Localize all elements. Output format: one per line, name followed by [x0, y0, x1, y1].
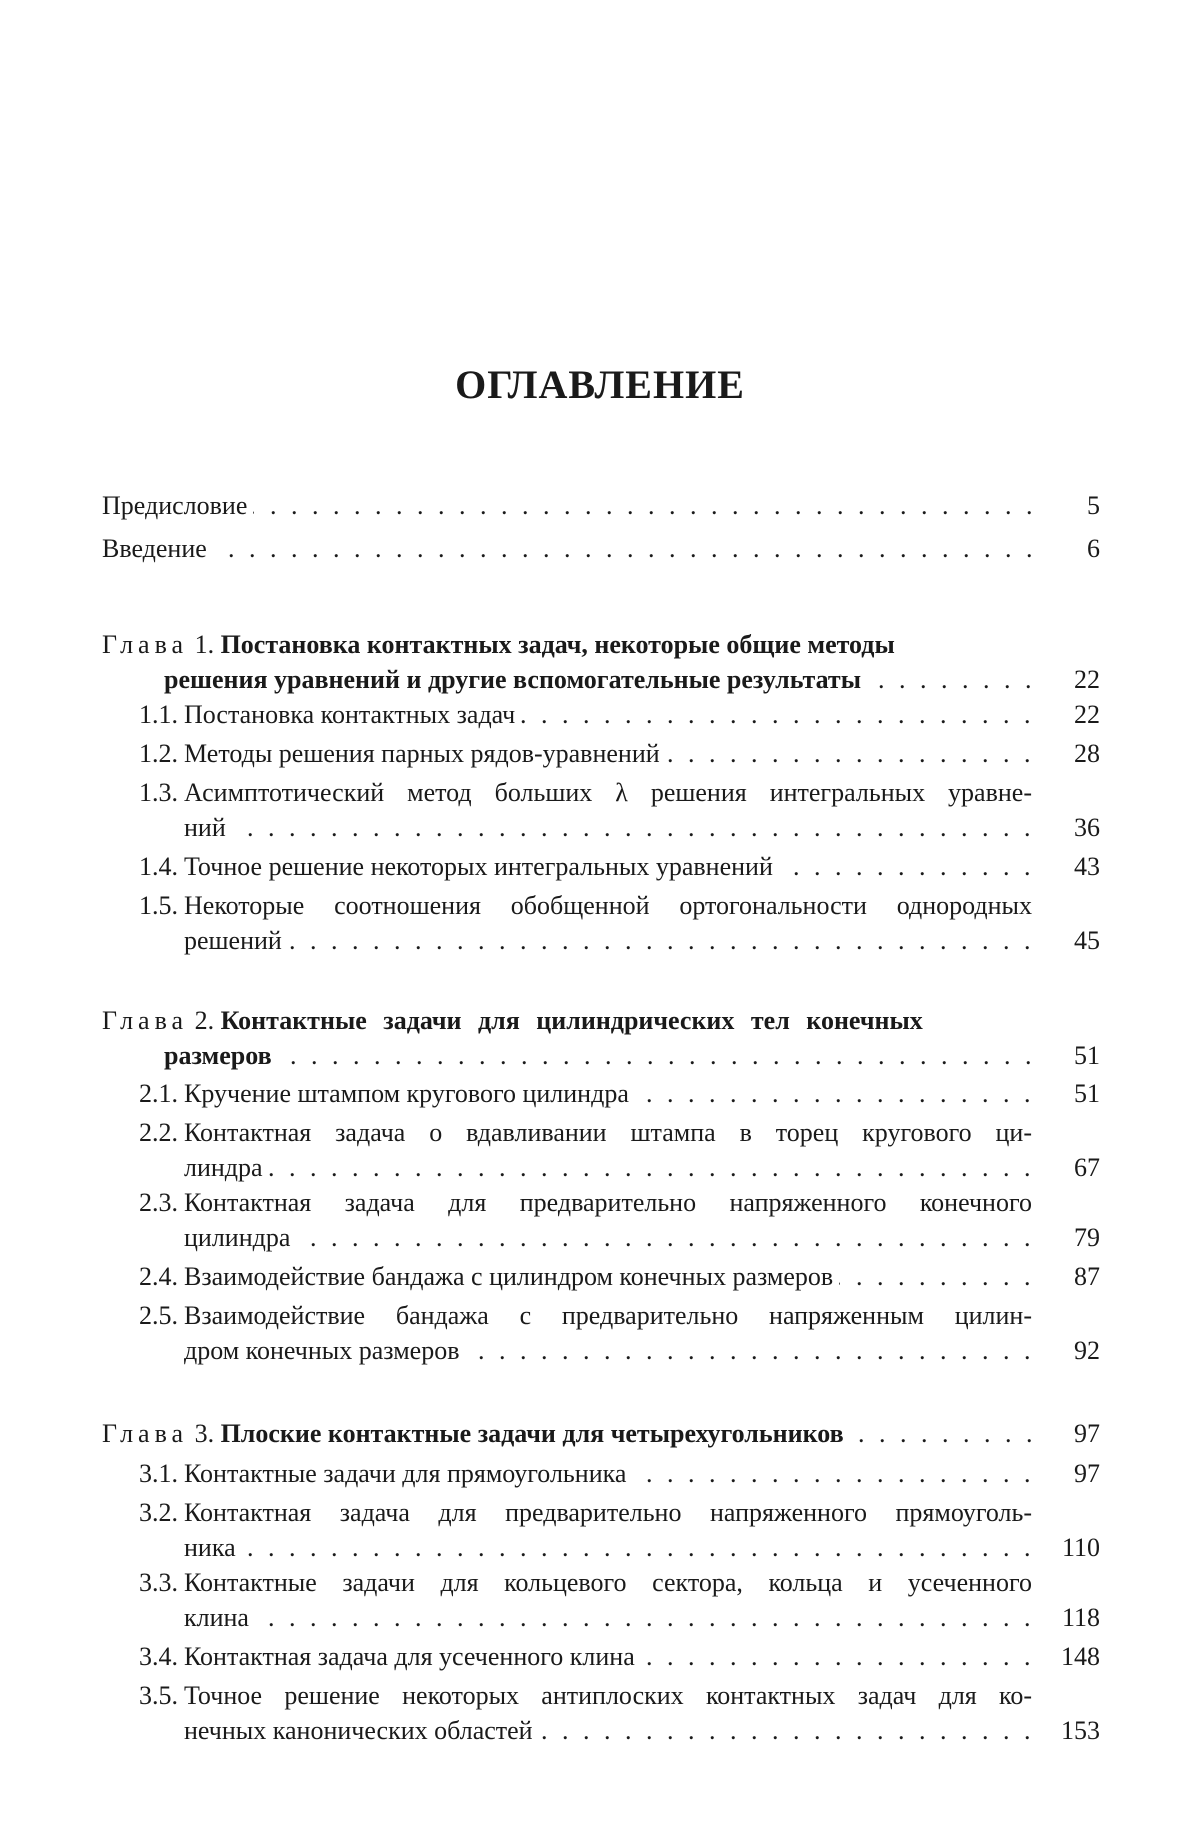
- chapter-prefix: Глава: [102, 1419, 189, 1448]
- section-title: Кручение штампом кругового цилиндра: [184, 1079, 635, 1108]
- toc-section-3-5[interactable]: [102, 1678, 1100, 1748]
- section-page: 92: [1074, 1336, 1100, 1365]
- section-page: 110: [1061, 1533, 1100, 1562]
- section-title: Методы решения парных рядов-уравнений: [184, 739, 666, 768]
- section-title-line1: Взаимодействие бандажа с предварительно напряженным цилин-: [184, 1301, 1032, 1330]
- section-title-line1: Контактная задача для предварительно напряженного прямоуголь-: [184, 1498, 1032, 1527]
- section-number: 3.2.: [139, 1498, 178, 1527]
- toc-entry-preface[interactable]: [102, 488, 1100, 523]
- chapter-page: 22: [1074, 665, 1100, 694]
- section-page: 36: [1074, 813, 1100, 842]
- section-number: 2.3.: [139, 1188, 178, 1217]
- toc-section-1-3[interactable]: [102, 775, 1100, 845]
- section-number: 1.4.: [139, 852, 178, 881]
- section-title-line2: цилиндра: [184, 1223, 296, 1252]
- chapter-page: 97: [1074, 1419, 1100, 1448]
- section-number: 3.5.: [139, 1681, 178, 1710]
- chapter-number: 1.: [194, 630, 215, 659]
- section-title: Контактные задачи для прямоугольника: [184, 1459, 632, 1488]
- section-number: 3.4.: [139, 1642, 178, 1671]
- toc-section-3-1[interactable]: [102, 1456, 1100, 1491]
- section-page: 79: [1074, 1223, 1100, 1252]
- section-title-line2: дром конечных размеров: [184, 1336, 465, 1365]
- toc-section-2-4[interactable]: [102, 1259, 1100, 1294]
- toc-section-3-2[interactable]: [102, 1495, 1100, 1565]
- section-page: 45: [1074, 926, 1100, 955]
- toc-section-1-5[interactable]: [102, 888, 1100, 958]
- section-page: 51: [1074, 1079, 1100, 1108]
- toc-section-1-4[interactable]: [102, 849, 1100, 884]
- section-page: 118: [1061, 1603, 1100, 1632]
- section-number: 2.2.: [139, 1118, 178, 1147]
- chapter-page: 51: [1074, 1041, 1100, 1070]
- section-number: 1.3.: [139, 778, 178, 807]
- page-title: ОГЛАВЛЕНИЕ: [455, 362, 745, 407]
- entry-label: Предисловие: [102, 491, 253, 520]
- toc-section-2-2[interactable]: [102, 1115, 1100, 1185]
- section-page: 22: [1074, 700, 1100, 729]
- toc-section-2-1[interactable]: [102, 1076, 1100, 1111]
- chapter-title-line1: Постановка контактных задач, некоторые общие методы: [220, 630, 895, 659]
- chapter-prefix: Глава: [102, 1006, 189, 1035]
- section-title-line2: ника: [184, 1533, 242, 1562]
- entry-page: 6: [1087, 534, 1100, 563]
- chapter-number: 2.: [194, 1006, 215, 1035]
- section-page: 43: [1074, 852, 1100, 881]
- toc-entry-introduction[interactable]: [102, 531, 1100, 566]
- toc-chapter-1[interactable]: [102, 627, 1100, 697]
- toc-chapter-2[interactable]: [102, 1003, 1100, 1073]
- chapter-prefix: Глава: [102, 630, 189, 659]
- section-number: 3.1.: [139, 1459, 178, 1488]
- section-number: 1.1.: [139, 700, 178, 729]
- section-title-line2: клина: [184, 1603, 255, 1632]
- section-number: 1.5.: [139, 891, 178, 920]
- section-title: Точное решение некоторых интегральных уравнений: [184, 852, 779, 881]
- toc-section-3-3[interactable]: [102, 1565, 1100, 1635]
- chapter-title-line2: размеров: [164, 1041, 278, 1070]
- section-page: 28: [1074, 739, 1100, 768]
- section-title: Постановка контактных задач: [184, 700, 521, 729]
- chapter-title-line1: Контактные задачи для цилиндрических тел конечных: [220, 1006, 923, 1035]
- section-title-line1: Точное решение некоторых антиплоских контактных задач для ко-: [184, 1681, 1032, 1710]
- section-title-line1: Контактные задачи для кольцевого сектора, кольца и усеченного: [184, 1568, 1032, 1597]
- toc-chapter-3[interactable]: [102, 1416, 1100, 1451]
- section-number: 2.5.: [139, 1301, 178, 1330]
- entry-label: Введение: [102, 534, 213, 563]
- section-title: Контактная задача для усеченного клина: [184, 1642, 641, 1671]
- section-title-line2: линдра: [184, 1153, 269, 1182]
- section-page: 67: [1074, 1153, 1100, 1182]
- toc-section-2-5[interactable]: [102, 1298, 1100, 1368]
- section-page: 148: [1061, 1642, 1100, 1671]
- section-title: Взаимодействие бандажа с цилиндром конечных размеров: [184, 1262, 839, 1291]
- section-title-line2: решений: [184, 926, 288, 955]
- section-title-line1: Контактная задача о вдавливании штампа в торец кругового ци-: [184, 1118, 1032, 1147]
- entry-page: 5: [1087, 491, 1100, 520]
- section-page: 87: [1074, 1262, 1100, 1291]
- section-number: 2.4.: [139, 1262, 178, 1291]
- section-title-line1: Асимптотический метод больших λ решения интегральных уравне-: [184, 778, 1032, 807]
- chapter-title-line2: решения уравнений и другие вспомогательные результаты: [164, 665, 867, 694]
- section-title-line2: ний: [184, 813, 232, 842]
- section-number: 1.2.: [139, 739, 178, 768]
- section-title-line1: Некоторые соотношения обобщенной ортогональности однородных: [184, 891, 1032, 920]
- toc-section-1-1[interactable]: [102, 697, 1100, 732]
- section-number: 2.1.: [139, 1079, 178, 1108]
- section-title-line1: Контактная задача для предварительно напряженного конечного: [184, 1188, 1032, 1217]
- toc-section-1-2[interactable]: [102, 736, 1100, 771]
- section-title-line2: нечных канонических областей: [184, 1716, 539, 1745]
- toc-section-3-4[interactable]: [102, 1639, 1100, 1674]
- section-page: 97: [1074, 1459, 1100, 1488]
- section-number: 3.3.: [139, 1568, 178, 1597]
- section-page: 153: [1061, 1716, 1100, 1745]
- chapter-number: 3.: [194, 1419, 215, 1448]
- chapter-title-line1: Плоские контактные задачи для четырехугольников: [220, 1419, 844, 1448]
- toc-section-2-3[interactable]: [102, 1185, 1100, 1255]
